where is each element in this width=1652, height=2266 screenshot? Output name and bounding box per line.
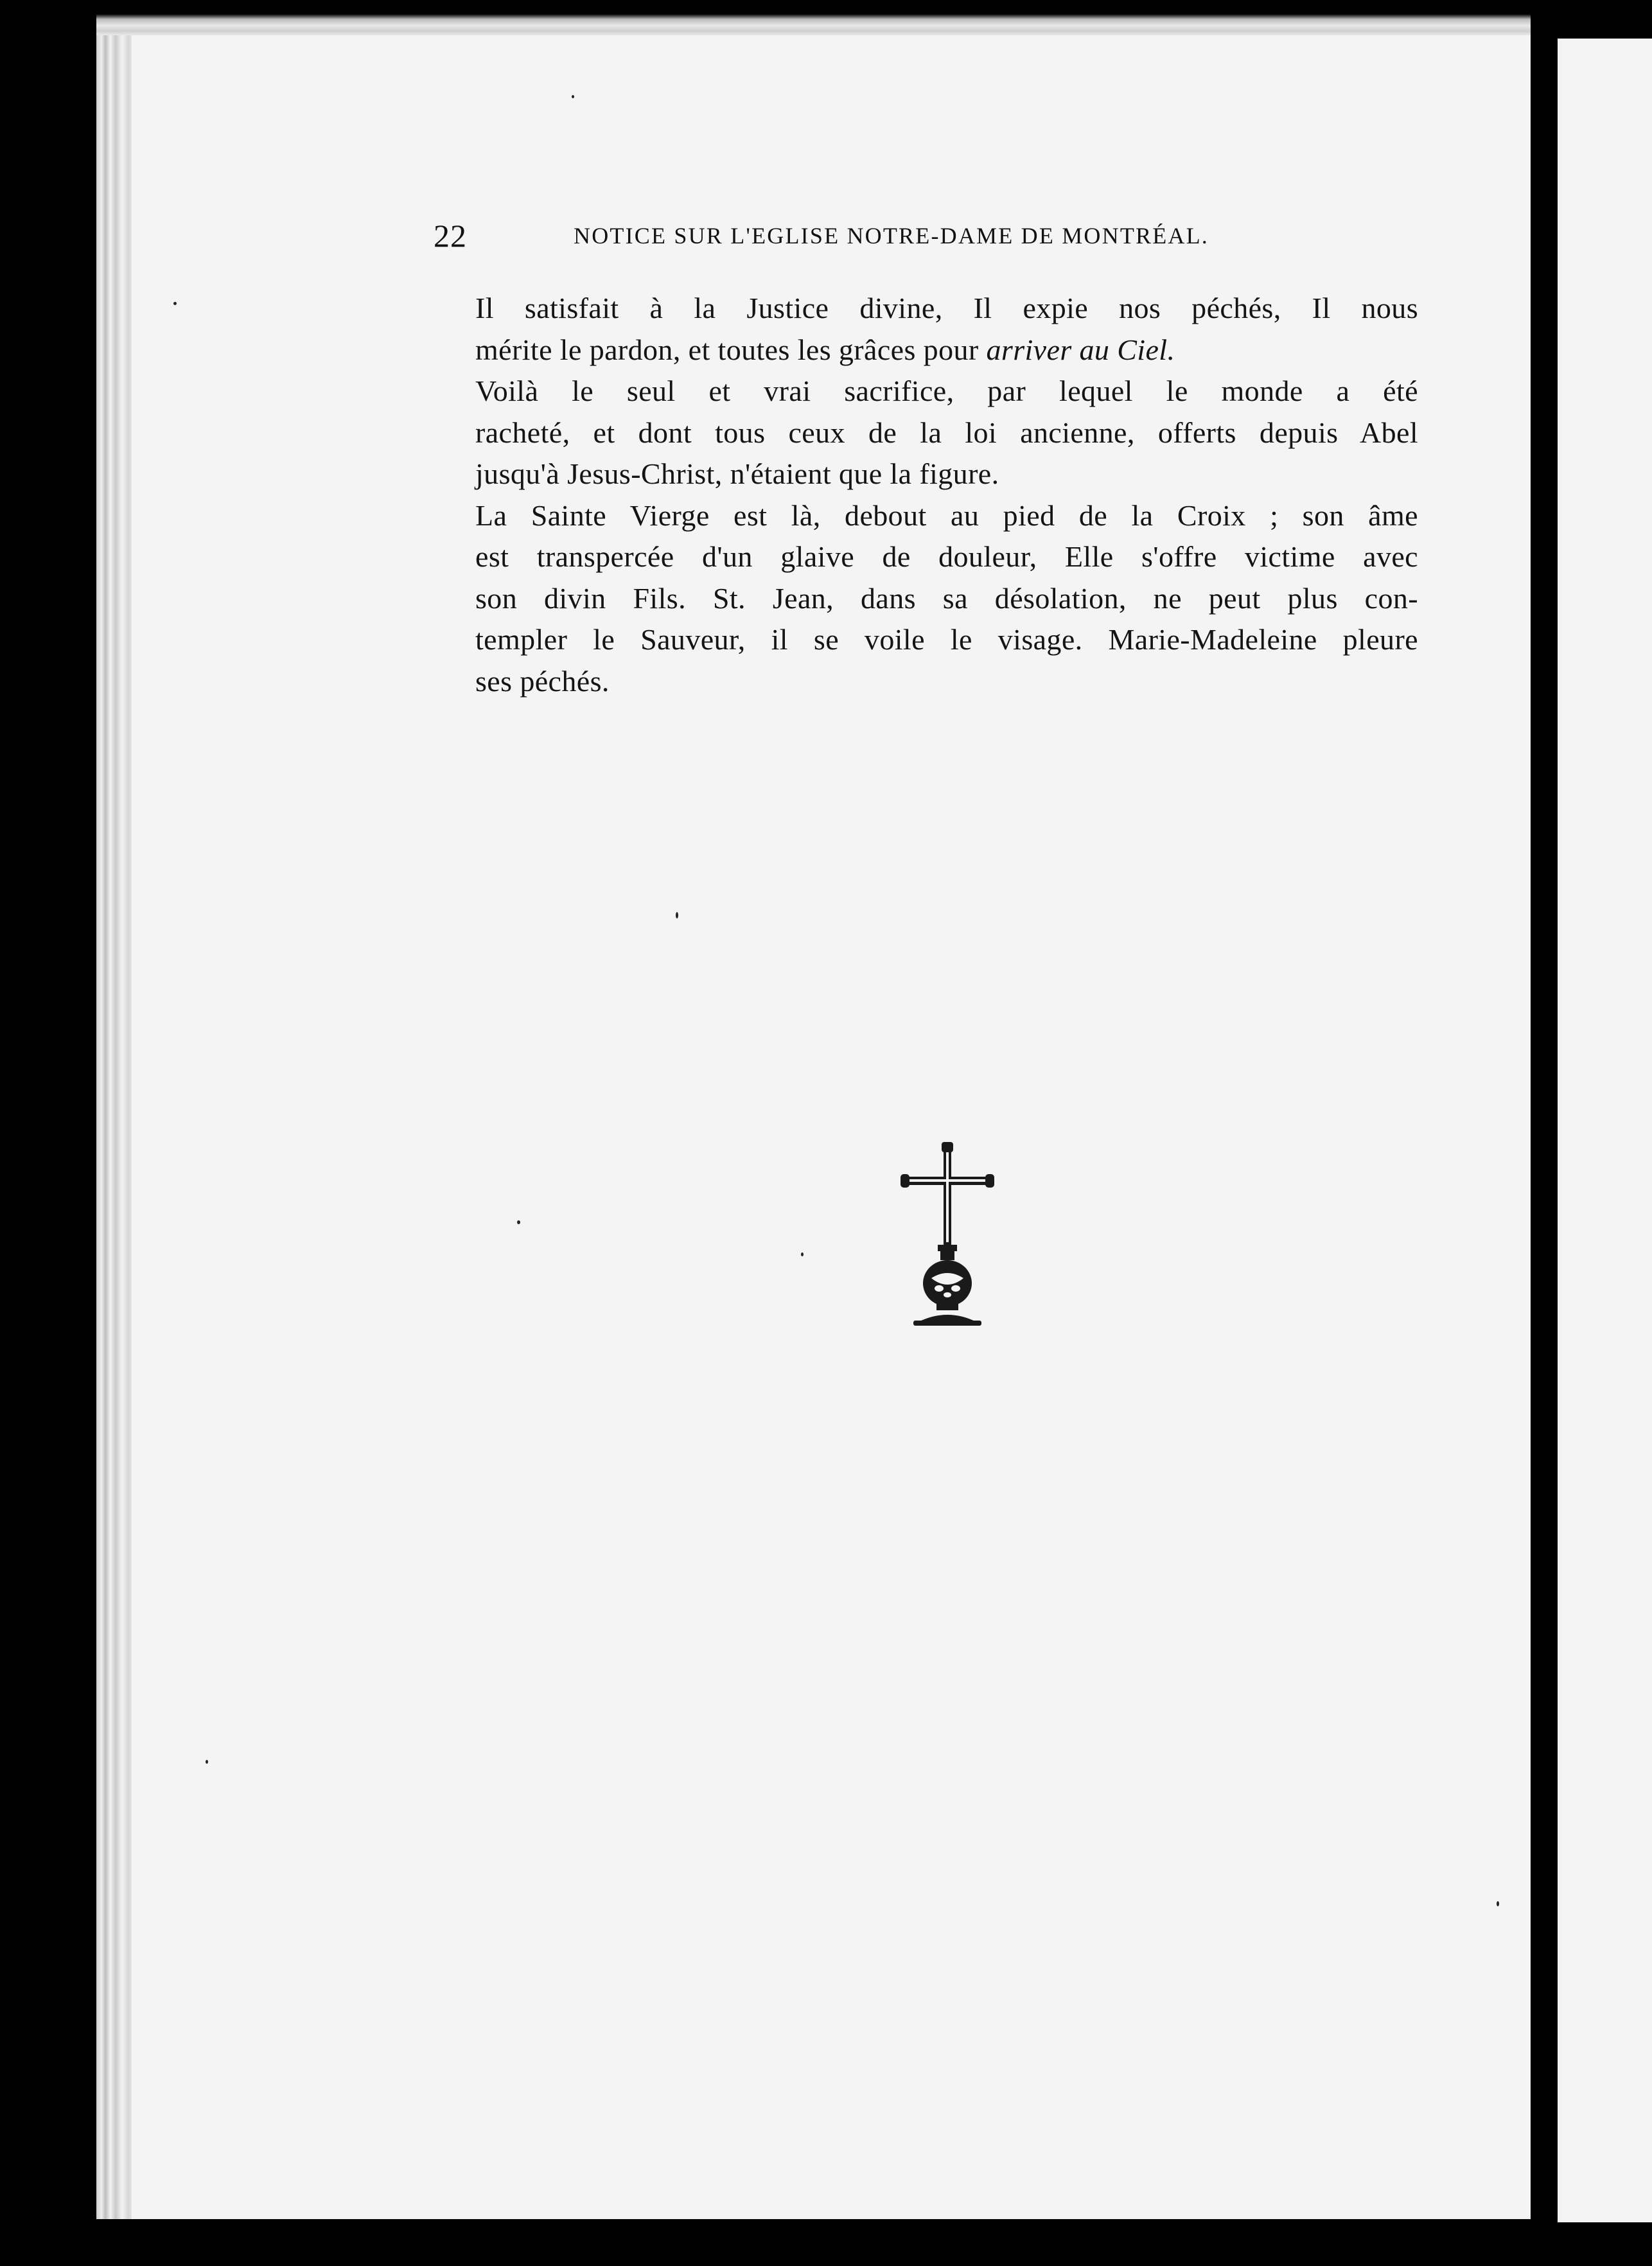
cross-on-orb-icon — [899, 1142, 996, 1328]
paragraph-2 — [442, 371, 1418, 495]
text-line: La Sainte Vierge est là, debout au pied de la Croix ; son âme — [475, 498, 1418, 532]
scan-speck — [206, 1760, 208, 1764]
text-line: ses péchés. — [475, 664, 610, 698]
page-top-edge — [96, 0, 1535, 37]
text-line: Il satisfait à la Justice divine, Il expie nos péchés, Il nous — [475, 292, 1418, 324]
running-header — [434, 217, 1288, 256]
facing-page-edge — [1558, 39, 1652, 2222]
scan-speck — [173, 302, 177, 305]
text-line — [442, 329, 1418, 371]
scan-speck — [676, 912, 678, 918]
scan-speck — [1497, 1901, 1499, 1906]
paragraph-3 — [442, 495, 1418, 703]
scan-speck — [801, 1252, 804, 1256]
gutter-shadow — [1531, 0, 1558, 2266]
text-line: est transpercée d'un glaive de douleur, Elle s'offre victime avec — [475, 540, 1418, 573]
scan-speck — [572, 95, 574, 98]
scan-speck — [517, 1220, 520, 1224]
text-run: mérite le pardon, et toutes les grâces pour — [475, 333, 987, 366]
text-line: templer le Sauveur, il se voile le visage. Marie-Madeleine pleure — [475, 623, 1418, 656]
text-line: jusqu'à Jesus-Christ, n'étaient que la figure. — [475, 457, 999, 490]
page-number: 22 — [434, 218, 467, 254]
text-line: Voilà le seul et vrai sacrifice, par lequel le monde a été — [475, 374, 1418, 407]
running-title: NOTICE SUR L'EGLISE NOTRE-DAME DE MONTRÉAL. — [574, 223, 1209, 249]
paragraph-1 — [442, 288, 1418, 371]
italic-text: arriver au Ciel. — [986, 333, 1175, 366]
page-stack-edge — [96, 35, 135, 2219]
text-line: racheté, et dont tous ceux de la loi ancienne, offerts depuis Abel — [475, 416, 1418, 449]
text-line: son divin Fils. St. Jean, dans sa désolation, ne peut plus con- — [475, 581, 1418, 615]
body-text — [442, 288, 1418, 702]
